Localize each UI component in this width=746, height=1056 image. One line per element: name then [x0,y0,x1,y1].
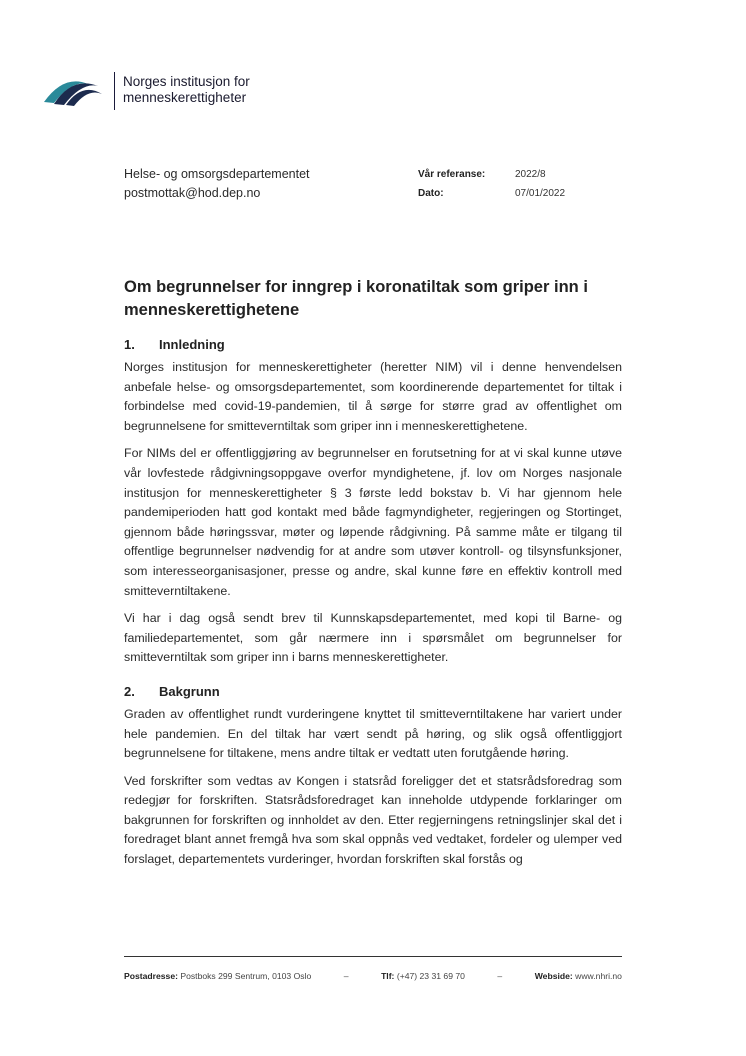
footer-web-link[interactable]: www.nhri.no [575,971,622,981]
footer-address-label: Postadresse: [124,971,178,981]
recipient-email: postmottak@hod.dep.no [124,186,261,200]
paragraph: For NIMs del er offentliggjøring av begrunnelser en forutsetning for at vi skal kunne utøve vår lovfestede rådgivningsoppgave overfor myndighetene, jf. lov om Norges nasjonale institusjon for menneskerettigheter § 3 første ledd bokstav b. Vi har gjennom hele pandemiperioden hatt god kontakt med både fagmyndigheter, regjeringen og Stortinget, gjennom både høringssvar, møter og løpende rådgivning. På samme måte er tilgang til offentlige begrunnelser nødvendig for at andre som utøver kontroll- og tilsynsfunksjoner, som interesseorganisasjoner, presse og andre, skal kunne føre en effektiv kontroll med smitteverntiltakene. [124,446,622,598]
reference-label: Vår referanse: [418,169,486,180]
paragraph: Norges institusjon for menneskerettigheter (heretter NIM) vil i denne henvendelsen anbefale helse- og omsorgsdepartementet, som koordinerende departementet for tiltak i forbindelse med covid-19-pandemien, til å sørge for større grad av offentlighet om begrunnelsene for smitteverntiltak som griper inn i menneskerettighetene. [124,360,622,433]
org-name-line1: Norges institusjon for [123,74,250,89]
section-heading-2 [124,683,622,701]
section-heading-1 [124,336,622,354]
paragraph: Vi har i dag også sendt brev til Kunnskapsdepartementet, med kopi til Barne- og familiedepartementet, som går nærmere inn i spørsmålet om begrunnelser for smitteverntiltak som griper inn i barns menneskerettigheter. [124,611,622,665]
section-number: 1. [124,337,135,352]
logo-divider [114,72,115,110]
org-name [123,74,250,106]
footer-separator: – [343,971,349,981]
footer-address-value: Postboks 299 Sentrum, 0103 Oslo [180,971,312,981]
date-label: Dato: [418,188,444,199]
footer-phone-label: Tlf: [381,971,395,981]
section-number: 2. [124,683,135,699]
letter-meta [418,165,565,203]
footer-separator: – [497,971,503,981]
arch-logo-icon [42,72,104,108]
section-title: Bakgrunn [159,683,220,699]
footer-web-label: Webside: [534,971,573,981]
letter-body [124,276,622,878]
reference-value: 2022/8 [515,169,546,180]
paragraph: Ved forskrifter som vedtas av Kongen i statsråd foreligger det et statsrådsforedrag som redegjør for forskriften. Statsrådsforedraget kan inneholde utdypende forklaringer om bakgrunnen for forskriften og innholdet av den. Etter regjerningens retningslinjer skal det i foredraget blant annet fremgå hva som skal oppnås ved vedtaket, fordeler og ulemper ved forslaget, departementets vurderinger, hvordan forskriften skal forstås og [124,773,622,867]
footer [124,971,622,981]
footer-divider [124,956,622,957]
reference-row [418,165,565,184]
nim-logo [42,72,104,108]
footer-phone-value: (+47) 23 31 69 70 [396,971,465,981]
org-name-line2: menneskerettigheter [123,90,247,105]
paragraph: Graden av offentlighet rundt vurderingene knyttet til smitteverntiltakene har variert under hele pandemien. En del tiltak har vært sendt på høring, og slik også offentliggjort begrunnelsene for tiltakene, mens andre tiltak er vedtatt uten forutgående høring. [124,706,622,761]
footer-phone [381,971,465,981]
section-title: Innledning [159,337,225,352]
recipient-block [124,165,310,203]
footer-web [535,971,622,981]
date-row [418,184,565,203]
letter-title: Om begrunnelser for inngrep i koronatiltak som griper inn i menneskerettighetene [124,278,588,319]
footer-address [124,971,311,981]
recipient-name: Helse- og omsorgsdepartementet [124,167,310,181]
date-value: 07/01/2022 [515,188,566,199]
